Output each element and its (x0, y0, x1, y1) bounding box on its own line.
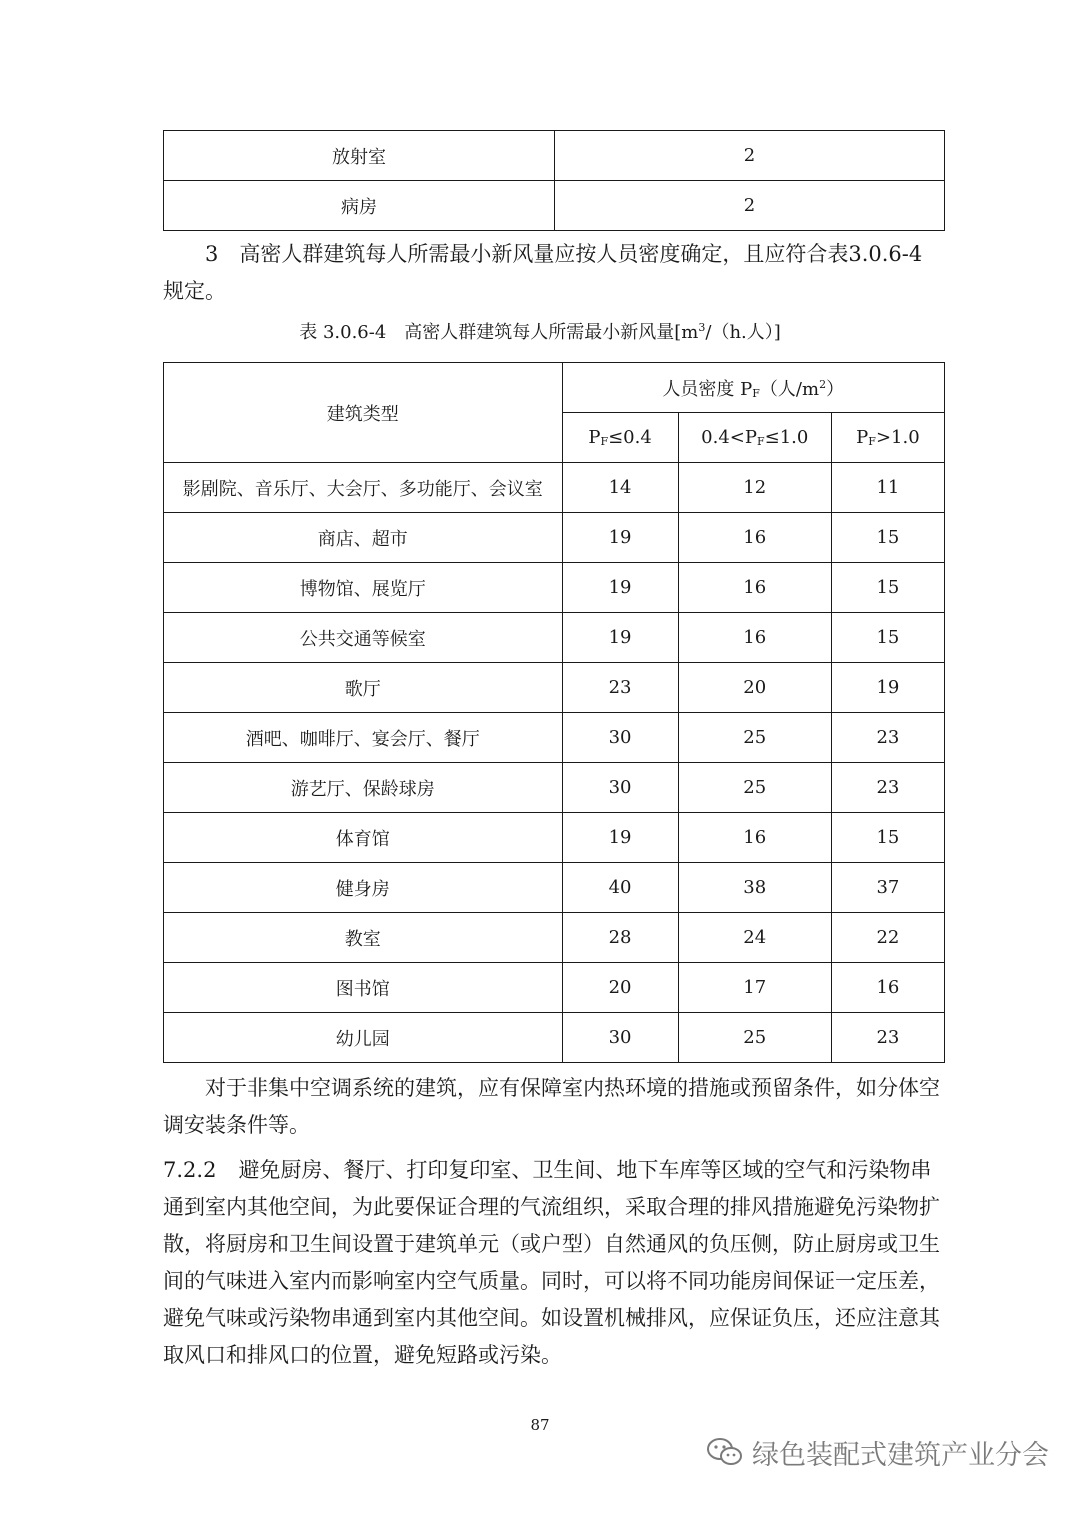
building-type-cell: 影剧院、音乐厅、大会厅、多功能厅、会议室 (164, 463, 563, 513)
table-row (164, 513, 945, 563)
air-volume-cell: 23 (831, 763, 944, 813)
watermark (706, 1432, 1049, 1472)
air-volume-cell: 23 (831, 1013, 944, 1063)
air-volume-cell: 19 (562, 613, 678, 663)
air-volume-cell: 16 (678, 813, 831, 863)
building-type-cell: 图书馆 (164, 963, 563, 1013)
ventilation-table (163, 362, 945, 1063)
air-volume-cell: 15 (831, 513, 944, 563)
air-volume-cell: 17 (678, 963, 831, 1013)
building-type-cell: 体育馆 (164, 813, 563, 863)
paragraph-non-central-ac: 对于非集中空调系统的建筑，应有保障室内热环境的措施或预留条件，如分体空调安装条件等。 (163, 1076, 940, 1137)
table-row (164, 813, 945, 863)
air-volume-cell: 16 (678, 563, 831, 613)
air-volume-cell: 25 (678, 713, 831, 763)
table-row (164, 131, 945, 181)
air-volume-cell: 15 (831, 613, 944, 663)
air-volume-cell: 30 (562, 1013, 678, 1063)
header-building-type: 建筑类型 (164, 363, 563, 463)
air-volume-cell: 15 (831, 563, 944, 613)
header-density: 人员密度 $P_F$（人$/m^2$） (562, 363, 945, 413)
building-type-cell: 幼儿园 (164, 1013, 563, 1063)
building-type-cell: 歌厅 (164, 663, 563, 713)
building-type-cell: 酒吧、咖啡厅、宴会厅、餐厅 (164, 713, 563, 763)
air-volume-cell: 12 (678, 463, 831, 513)
header-density-mid: $0.4<P_F\le 1.0$ (678, 413, 831, 463)
air-volume-cell: 16 (831, 963, 944, 1013)
air-volume-cell: 16 (678, 613, 831, 663)
table-row (164, 763, 945, 813)
section-number: 7.2.2 (163, 1158, 217, 1182)
room-name-cell: 病房 (164, 181, 555, 231)
watermark-text: 绿色装配式建筑产业分会 (752, 1439, 1049, 1471)
air-volume-cell: 19 (562, 513, 678, 563)
air-volume-cell: 15 (831, 813, 944, 863)
table-row (164, 863, 945, 913)
table-row (164, 963, 945, 1013)
building-type-cell: 公共交通等候室 (164, 613, 563, 663)
air-volume-cell: 20 (562, 963, 678, 1013)
table-row (164, 713, 945, 763)
table-row (164, 663, 945, 713)
room-value-cell: 2 (555, 181, 945, 231)
air-volume-cell: 25 (678, 763, 831, 813)
air-volume-cell: 19 (562, 563, 678, 613)
building-type-cell: 健身房 (164, 863, 563, 913)
air-volume-cell: 40 (562, 863, 678, 913)
air-volume-cell: 25 (678, 1013, 831, 1063)
table-row (164, 613, 945, 663)
section-text: 避免厨房、餐厅、打印复印室、卫生间、地下车库等区域的空气和污染物串通到室内其他空间，为此要保证合理的气流组织，采取合理的排风措施避免污染物扩散，将厨房和卫生间设置于建筑单元（或户型）自然通风的负压侧，防止厨房或卫生间的气味进入室内而影响室内空气质量。同时，可以将不同功能房间保证一定压差，避免气味或污染物串通到室内其他空间。如设置机械排风，应保证负压，还应注意其取风口和排风口的位置，避免短路或污染。 (163, 1158, 940, 1367)
table-row (164, 1013, 945, 1063)
section-7-2-2 (163, 1152, 945, 1374)
air-volume-cell: 23 (831, 713, 944, 763)
air-volume-cell: 14 (562, 463, 678, 513)
table-row (164, 463, 945, 513)
table-row (164, 181, 945, 231)
header-density-high: $P_F>1.0$ (831, 413, 944, 463)
table-row (164, 913, 945, 963)
air-volume-cell: 22 (831, 913, 944, 963)
air-volume-cell: 24 (678, 913, 831, 963)
air-volume-cell: 30 (562, 713, 678, 763)
header-density-low: $P_F\le 0.4$ (562, 413, 678, 463)
building-type-cell: 游艺厅、保龄球房 (164, 763, 563, 813)
table-row (164, 563, 945, 613)
air-volume-cell: 16 (678, 513, 831, 563)
building-type-cell: 博物馆、展览厅 (164, 563, 563, 613)
room-name-cell: 放射室 (164, 131, 555, 181)
building-type-cell: 商店、超市 (164, 513, 563, 563)
building-type-cell: 教室 (164, 913, 563, 963)
air-volume-cell: 38 (678, 863, 831, 913)
air-volume-cell: 11 (831, 463, 944, 513)
room-value-cell: 2 (555, 131, 945, 181)
air-volume-cell: 23 (562, 663, 678, 713)
wechat-icon (706, 1436, 744, 1468)
air-volume-cell: 37 (831, 863, 944, 913)
air-volume-cell: 19 (831, 663, 944, 713)
air-volume-cell: 20 (678, 663, 831, 713)
air-volume-cell: 28 (562, 913, 678, 963)
paragraph-3: 3 高密人群建筑每人所需最小新风量应按人员密度确定，且应符合表3.0.6-4 规定。 (163, 242, 923, 303)
top-table (163, 130, 945, 231)
air-volume-cell: 30 (562, 763, 678, 813)
page-number: 87 (530, 1416, 550, 1434)
table-caption: 表 3.0.6-4 高密人群建筑每人所需最小新风量[$m^3/(h$.人）] (299, 321, 781, 343)
air-volume-cell: 19 (562, 813, 678, 863)
